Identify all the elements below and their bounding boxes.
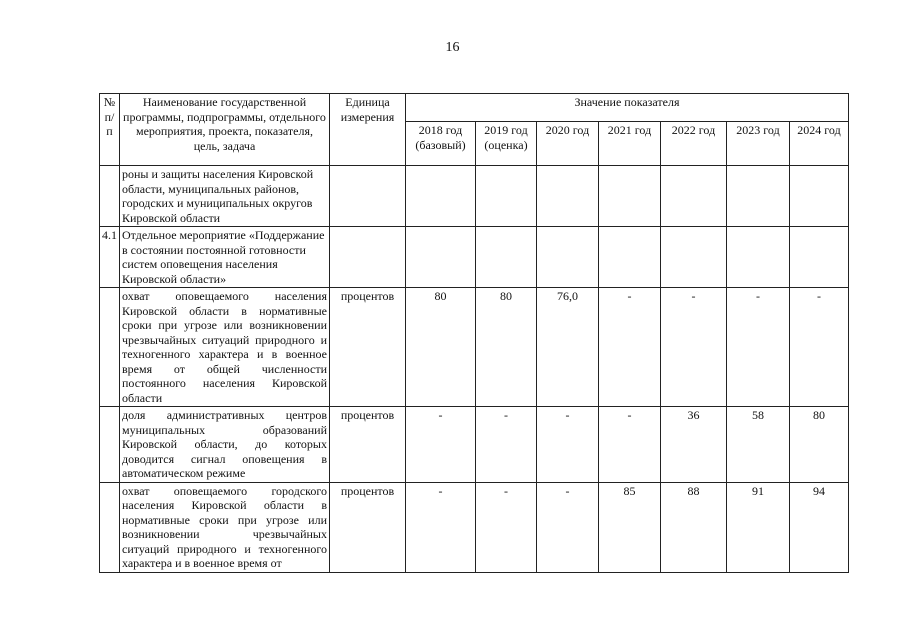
row-value [476,166,537,227]
header-name: Наименование государственной программы, подпрограммы, отдельного мероприятия, проекта, показателя, цель, задача [120,94,330,166]
row-value: - [537,482,599,572]
table-row [100,482,849,572]
header-values: Значение показателя [406,94,849,122]
row-value [727,227,790,288]
row-number [100,166,120,227]
row-value [476,227,537,288]
row-value [406,227,476,288]
row-unit: процентов [330,407,406,483]
table-row [100,166,849,227]
row-name: охват оповещаемого населения Кировской области в нормативные сроки при угрозе или возникновении чрезвычайных ситуаций природного и техногенного характера и в военное время от общей численности постоянного населения Кировской области [120,288,330,407]
table-row [100,407,849,483]
row-name: роны и защиты населения Кировской области, муниципальных районов, городских и муниципальных округов Кировской области [120,166,330,227]
row-value [790,227,849,288]
row-unit: процентов [330,482,406,572]
row-value: 91 [727,482,790,572]
row-number [100,407,120,483]
row-name: Отдельное мероприятие «Поддержание в состоянии постоянной готовности систем оповещения населения Кировской области» [120,227,330,288]
table-row [100,288,849,407]
row-value: 80 [790,407,849,483]
row-value [727,166,790,227]
row-value [790,166,849,227]
row-value: 94 [790,482,849,572]
row-value: 80 [476,288,537,407]
row-value: - [476,482,537,572]
header-year: 2021 год [599,122,661,166]
page-number: 16 [445,40,460,55]
row-value: - [537,407,599,483]
row-value: 85 [599,482,661,572]
row-value: 88 [661,482,727,572]
row-value: 76,0 [537,288,599,407]
row-value: - [661,288,727,407]
row-value: - [599,407,661,483]
row-value: 36 [661,407,727,483]
row-value: - [790,288,849,407]
row-value [537,227,599,288]
header-year: 2019 год (оценка) [476,122,537,166]
row-value: - [406,407,476,483]
row-unit [330,166,406,227]
row-unit [330,227,406,288]
row-name: охват оповещаемого городского населения Кировской области в нормативные сроки при угрозе или возникновении чрезвычайных ситуаций природного и техногенного характера и в военное время от [120,482,330,572]
row-value [661,166,727,227]
header-year: 2024 год [790,122,849,166]
row-value: - [727,288,790,407]
row-name: доля административных центров муниципальных образований Кировской области, до которых доводится сигнал оповещения в автоматическом режиме [120,407,330,483]
row-value: 80 [406,288,476,407]
row-value [406,166,476,227]
indicator-table [99,93,849,573]
table-row [100,227,849,288]
header-year: 2022 год [661,122,727,166]
row-number [100,482,120,572]
header-year: 2023 год [727,122,790,166]
row-value: - [476,407,537,483]
header-num: № п/п [100,94,120,166]
header-year: 2018 год (базовый) [406,122,476,166]
row-value [537,166,599,227]
row-value: - [406,482,476,572]
row-value [661,227,727,288]
row-value: 58 [727,407,790,483]
row-value [599,227,661,288]
row-value [599,166,661,227]
header-year: 2020 год [537,122,599,166]
row-number: 4.1 [100,227,120,288]
row-value: - [599,288,661,407]
row-unit: процентов [330,288,406,407]
row-number [100,288,120,407]
header-unit: Единица измерения [330,94,406,166]
